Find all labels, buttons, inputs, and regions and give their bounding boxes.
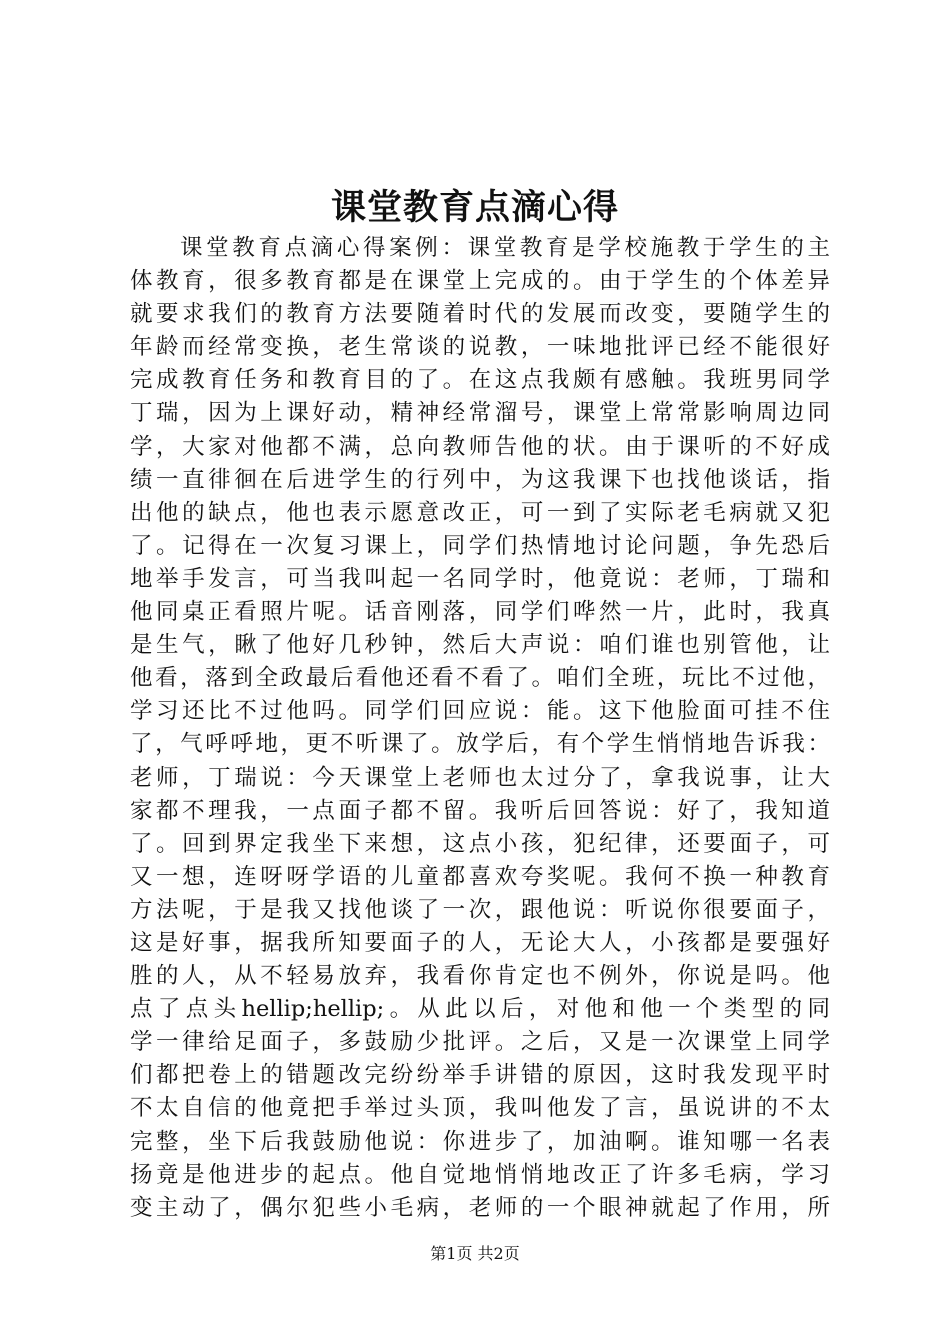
body-line: 这是好事，据我所知要面子的人，无论大人，小孩都是要强好 [130, 929, 830, 956]
body-line: 完成教育任务和教育目的了。在这点我颇有感触。我班男同学 [130, 367, 830, 394]
body-line: 老师，丁瑞说：今天课堂上老师也太过分了，拿我说事，让大 [130, 764, 830, 791]
body-line: 学习还比不过他吗。同学们回应说：能。这下他脸面可挂不住 [130, 698, 830, 725]
body-line: 体教育，很多教育都是在课堂上完成的。由于学生的个体差异 [130, 268, 830, 295]
body-line: 他同桌正看照片呢。话音刚落，同学们哗然一片，此时，我真 [130, 599, 830, 626]
body-line: 年龄而经常变换，老生常谈的说教，一味地批评已经不能很好 [130, 334, 830, 361]
body-line: 就要求我们的教育方法要随着时代的发展而改变，要随学生的 [130, 301, 830, 328]
body-line: 胜的人，从不轻易放弃，我看你肯定也不例外，你说是吗。他 [130, 963, 830, 990]
body-line: 了，气呼呼地，更不听课了。放学后，有个学生悄悄地告诉我： [130, 731, 830, 758]
body-line: 不太自信的他竟把手举过头顶，我叫他发了言，虽说讲的不太 [130, 1095, 830, 1122]
body-line: 了。记得在一次复习课上，同学们热情地讨论问题，争先恐后 [130, 532, 830, 559]
body-line: 点了点头hellip;hellip;。从此以后，对他和他一个类型的同 [130, 996, 830, 1023]
document-title: 课堂教育点滴心得 [330, 187, 619, 228]
body-line: 又一想，连呀呀学语的儿童都喜欢夸奖呢。我何不换一种教育 [130, 863, 830, 890]
body-line: 学，大家对他都不满，总向教师告他的状。由于课听的不好成 [130, 433, 830, 460]
body-line: 家都不理我，一点面子都不留。我听后回答说：好了，我知道 [130, 797, 830, 824]
body-line: 绩一直徘徊在后进学生的行列中，为这我课下也找他谈话，指 [130, 466, 830, 493]
body-line: 了。回到界定我坐下来想，这点小孩，犯纪律，还要面子，可 [130, 830, 830, 857]
body-line: 方法呢，于是我又找他谈了一次，跟他说：听说你很要面子， [130, 896, 830, 923]
page-footer: 第1页 共2页 [430, 1244, 520, 1263]
body-line: 是生气，瞅了他好几秒钟，然后大声说：咱们谁也别管他，让 [130, 632, 830, 659]
body-line: 学一律给足面子，多鼓励少批评。之后，又是一次课堂上同学 [130, 1029, 830, 1056]
body-line: 们都把卷上的错题改完纷纷举手讲错的原因，这时我发现平时 [130, 1062, 830, 1089]
body-line: 变主动了，偶尔犯些小毛病，老师的一个眼神就起了作用，所 [130, 1194, 830, 1221]
body-line: 完整，坐下后我鼓励他说：你进步了，加油啊。谁知哪一名表 [130, 1128, 830, 1155]
body-line: 出他的缺点，他也表示愿意改正，可一到了实际老毛病就又犯 [130, 499, 830, 526]
body-line: 课堂教育点滴心得案例：课堂教育是学校施教于学生的主 [180, 235, 830, 261]
body-line: 丁瑞，因为上课好动，精神经常溜号，课堂上常常影响周边同 [130, 400, 830, 427]
document-body [130, 232, 830, 1225]
body-line: 他看，落到全政最后看他还看不看了。咱们全班，玩比不过他， [130, 665, 830, 692]
body-line: 地举手发言，可当我叫起一名同学时，他竟说：老师，丁瑞和 [130, 565, 830, 592]
body-line: 扬竟是他进步的起点。他自觉地悄悄地改正了许多毛病，学习 [130, 1161, 830, 1188]
